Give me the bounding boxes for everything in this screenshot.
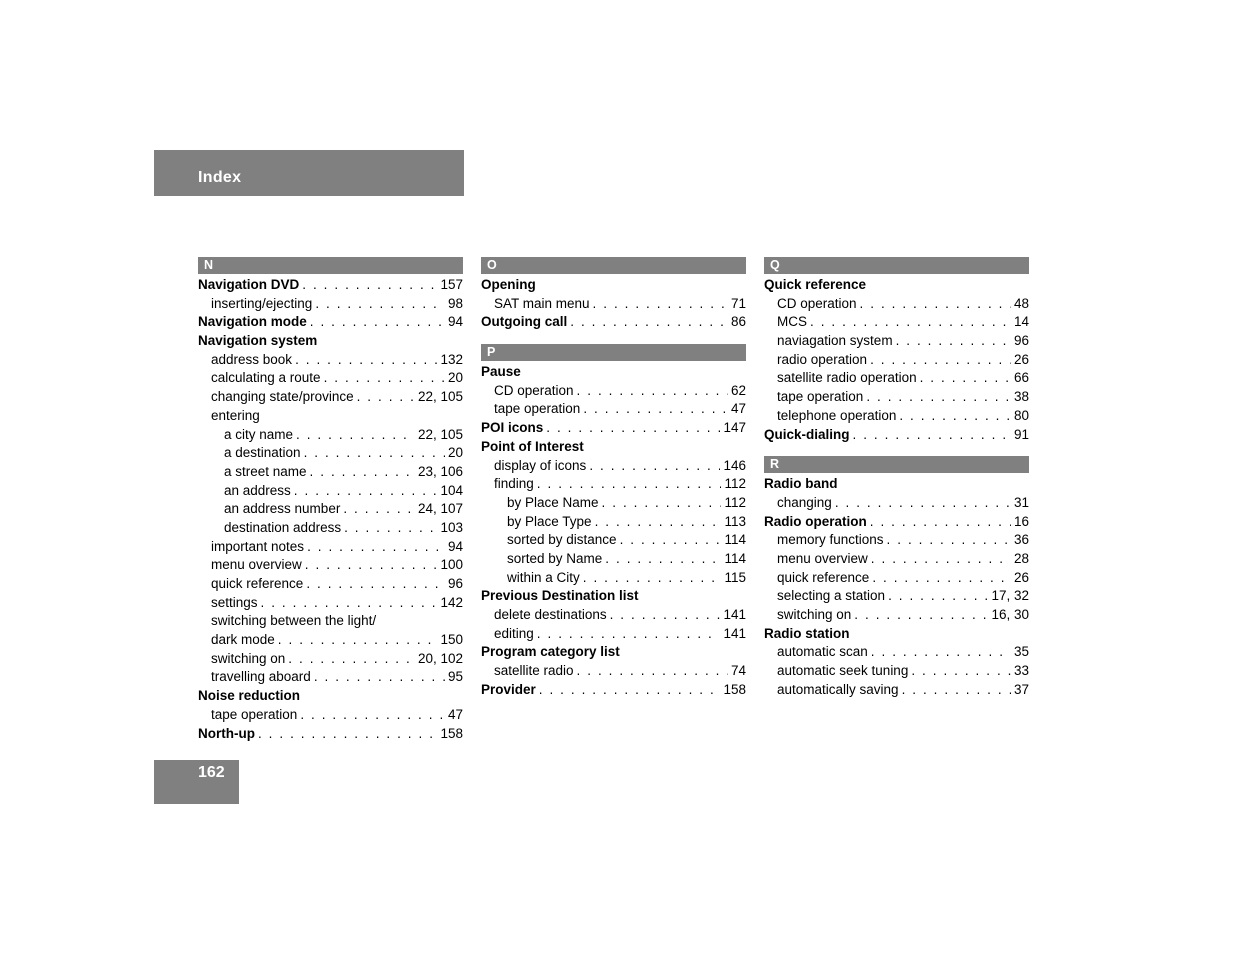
page-number-tab (154, 760, 239, 804)
dot-leader (902, 681, 1011, 700)
index-subentry (481, 625, 746, 644)
dot-leader (605, 550, 721, 569)
index-entry (481, 276, 746, 295)
entry-label: changing (777, 494, 832, 510)
entry-label: memory functions (777, 532, 884, 548)
entry-page-ref: 22, 105 (417, 389, 463, 405)
entry-label: quick reference (777, 569, 870, 585)
entry-label: Pause (481, 364, 521, 380)
entry-label: radio operation (777, 351, 868, 367)
index-column-3 (764, 257, 1029, 711)
dot-leader (305, 556, 438, 575)
entry-page-ref: 28 (1013, 550, 1029, 566)
entry-page-ref: 141 (723, 607, 746, 622)
entry-page-ref: 114 (724, 550, 746, 566)
entry-page-ref: 16, 30 (991, 607, 1029, 622)
entry-page-ref: 17, 32 (991, 588, 1029, 604)
index-entry (198, 332, 463, 351)
entry-page-ref: 158 (723, 681, 746, 697)
index-entry (481, 438, 746, 457)
entry-page-ref: 71 (730, 295, 746, 311)
index-entry (198, 687, 463, 706)
index-entry (764, 475, 1029, 494)
index-column-2 (481, 257, 746, 711)
dot-leader (537, 475, 722, 494)
entry-page-ref: 33 (1013, 663, 1029, 679)
entry-label: SAT main menu (494, 295, 590, 311)
entry-label: settings (211, 594, 258, 610)
entry-page-ref: 62 (730, 382, 746, 398)
entry-label: menu overview (777, 550, 868, 566)
index-section (198, 257, 463, 743)
dot-leader (278, 631, 438, 650)
entry-page-ref: 48 (1013, 295, 1029, 311)
dot-leader (589, 457, 720, 476)
dot-leader (296, 426, 415, 445)
index-section (481, 344, 746, 699)
index-subentry (198, 407, 463, 426)
entry-label: dark mode (211, 632, 275, 648)
index-subentry (198, 668, 463, 687)
index-subentry (764, 643, 1029, 662)
entry-page-ref: 104 (440, 482, 463, 498)
page-number: 162 (198, 764, 225, 781)
index-subentry (481, 400, 746, 419)
entry-page-ref: 20, 102 (417, 650, 463, 666)
entry-page-ref: 147 (723, 420, 746, 436)
index-subentry (198, 482, 463, 501)
entry-label: an address number (224, 501, 341, 517)
entry-page-ref: 141 (723, 625, 746, 641)
entry-page-ref: 96 (447, 576, 463, 591)
entry-label: destination address (224, 519, 342, 535)
index-subentry (198, 351, 463, 370)
index-subentry (198, 295, 463, 314)
entry-label: entering (211, 407, 260, 423)
entry-label: a street name (224, 463, 307, 479)
entry-label: Program category list (481, 644, 620, 660)
dot-leader (300, 706, 445, 725)
index-subentry (481, 606, 746, 625)
index-entry (198, 313, 463, 332)
entry-page-ref: 96 (1013, 333, 1029, 349)
dot-leader (810, 313, 1011, 332)
index-subentry (198, 706, 463, 725)
dot-leader (343, 500, 415, 519)
entry-label: delete destinations (494, 607, 607, 622)
entry-page-ref: 95 (447, 669, 463, 685)
dot-leader (261, 594, 438, 613)
dot-leader (871, 643, 1011, 662)
index-subentry (764, 369, 1029, 388)
index-entry (198, 725, 463, 744)
dot-leader (302, 276, 437, 295)
entry-label: Navigation system (198, 333, 318, 349)
entry-page-ref: 24, 107 (417, 501, 463, 517)
entry-label: finding (494, 476, 534, 492)
entry-label: inserting/ejecting (211, 295, 313, 311)
entry-label: Quick-dialing (764, 426, 850, 442)
entry-label: POI icons (481, 420, 544, 436)
entry-page-ref: 132 (440, 351, 463, 367)
entry-page-ref: 20 (447, 445, 463, 461)
dot-leader (896, 332, 1011, 351)
dot-leader (304, 444, 445, 463)
dot-leader (871, 550, 1011, 569)
index-section (764, 456, 1029, 699)
dot-leader (602, 494, 722, 513)
index-entry (481, 419, 746, 438)
entry-page-ref: 86 (730, 314, 746, 330)
dot-leader (577, 382, 728, 401)
index-entry (764, 426, 1029, 445)
entry-label: Radio station (764, 625, 850, 641)
section-letter-bar: N (198, 257, 463, 274)
index-section (764, 257, 1029, 444)
dot-leader (866, 388, 1011, 407)
index-entry (481, 587, 746, 606)
dot-leader (357, 388, 415, 407)
index-subentry (198, 369, 463, 388)
entry-label: calculating a route (211, 370, 321, 386)
entry-page-ref: 23, 106 (417, 463, 463, 479)
entry-label: automatically saving (777, 681, 899, 697)
entry-label: display of icons (494, 457, 587, 473)
entry-page-ref: 112 (724, 494, 746, 510)
index-subentry (764, 332, 1029, 351)
index-subentry (481, 382, 746, 401)
entry-label: Outgoing call (481, 314, 568, 330)
dot-leader (854, 606, 988, 625)
dot-leader (888, 587, 988, 606)
index-subentry (198, 612, 463, 631)
entry-label: MCS (777, 314, 807, 330)
entry-label: selecting a station (777, 588, 886, 604)
entry-page-ref: 22, 105 (417, 426, 463, 442)
entry-page-ref: 20 (447, 370, 463, 386)
index-subentry (764, 295, 1029, 314)
entry-label: switching on (211, 650, 286, 666)
dot-leader (307, 538, 445, 557)
dot-leader (860, 295, 1011, 314)
section-letter-bar: R (764, 456, 1029, 473)
index-entry (764, 513, 1029, 532)
index-subentry (481, 475, 746, 494)
dot-leader (314, 668, 445, 687)
entry-label: within a City (507, 569, 580, 585)
dot-leader (315, 295, 445, 314)
dot-leader (610, 606, 721, 625)
dot-leader (920, 369, 1011, 388)
entry-label: an address (224, 482, 291, 498)
entry-page-ref: 91 (1013, 426, 1029, 442)
entry-label: satellite radio (494, 663, 574, 679)
entry-page-ref: 74 (730, 663, 746, 679)
dot-leader (546, 419, 720, 438)
entry-label: a city name (224, 426, 294, 442)
dot-leader (288, 650, 415, 669)
index-subentry (481, 513, 746, 532)
entry-label: CD operation (494, 382, 574, 398)
entry-page-ref: 103 (440, 519, 463, 535)
dot-leader (595, 513, 722, 532)
entry-page-ref: 31 (1013, 494, 1029, 510)
index-subentry (764, 388, 1029, 407)
dot-leader (583, 400, 728, 419)
entry-label: editing (494, 625, 534, 641)
dot-leader (306, 575, 445, 594)
index-subentry (764, 681, 1029, 700)
dot-leader (853, 426, 1011, 445)
index-subentry (481, 550, 746, 569)
index-entry (764, 625, 1029, 644)
index-header-tab (154, 150, 464, 196)
dot-leader (570, 313, 728, 332)
index-subentry (764, 662, 1029, 681)
entry-page-ref: 26 (1013, 569, 1029, 585)
entry-label: travelling aboard (211, 669, 311, 685)
dot-leader (835, 494, 1011, 513)
index-subentry (198, 463, 463, 482)
index-subentry (198, 650, 463, 669)
entry-page-ref: 94 (447, 538, 463, 554)
index-subentry (764, 351, 1029, 370)
index-entry (481, 681, 746, 700)
entry-page-ref: 47 (730, 401, 746, 417)
index-subentry (481, 662, 746, 681)
dot-leader (593, 295, 728, 314)
entry-label: by Place Name (507, 494, 599, 510)
entry-label: quick reference (211, 576, 304, 591)
entry-page-ref: 113 (724, 513, 746, 529)
dot-leader (620, 531, 722, 550)
entry-label: Navigation DVD (198, 277, 300, 292)
entry-page-ref: 94 (447, 314, 463, 330)
entry-page-ref: 142 (440, 594, 463, 610)
entry-label: Noise reduction (198, 688, 301, 704)
entry-label: changing state/province (211, 389, 354, 405)
entry-label: North-up (198, 725, 255, 741)
entry-page-ref: 158 (440, 725, 463, 741)
index-entry (481, 313, 746, 332)
entry-page-ref: 150 (440, 632, 463, 648)
section-letter-bar: O (481, 257, 746, 274)
entry-label: automatic scan (777, 644, 868, 660)
index-subentry (198, 538, 463, 557)
index-subentry (481, 295, 746, 314)
index-subentry (764, 494, 1029, 513)
index-subentry (764, 569, 1029, 588)
dot-leader (294, 482, 438, 501)
entry-label: Previous Destination list (481, 588, 639, 604)
dot-leader (911, 662, 1011, 681)
index-subentry (764, 606, 1029, 625)
entry-label: switching between the light/ (211, 613, 377, 629)
index-subentry (764, 587, 1029, 606)
entry-page-ref: 38 (1013, 389, 1029, 405)
entry-label: CD operation (777, 295, 857, 311)
index-subentry (198, 556, 463, 575)
entry-label: switching on (777, 607, 852, 622)
page-title: Index (198, 169, 242, 186)
entry-page-ref: 16 (1013, 513, 1029, 529)
index-entry (481, 363, 746, 382)
entry-label: Point of Interest (481, 438, 584, 454)
dot-leader (295, 351, 437, 370)
index-subentry (198, 500, 463, 519)
entry-label: Radio operation (764, 513, 867, 529)
entry-label: satellite radio operation (777, 370, 917, 386)
dot-leader (583, 569, 722, 588)
index-subentry (198, 444, 463, 463)
entry-page-ref: 98 (447, 295, 463, 311)
entry-page-ref: 157 (440, 277, 463, 292)
dot-leader (310, 463, 415, 482)
entry-label: Navigation mode (198, 314, 307, 330)
index-subentry (764, 531, 1029, 550)
index-subentry (198, 575, 463, 594)
section-letter-bar: P (481, 344, 746, 361)
entry-label: telephone operation (777, 407, 897, 423)
entry-page-ref: 146 (723, 457, 746, 473)
dot-leader (899, 407, 1011, 426)
entry-label: by Place Type (507, 513, 592, 529)
section-letter-bar: Q (764, 257, 1029, 274)
entry-label: a destination (224, 445, 301, 461)
index-entry (764, 276, 1029, 295)
entry-label: sorted by distance (507, 532, 617, 548)
index-column-1 (198, 257, 463, 755)
entry-label: menu overview (211, 557, 302, 573)
index-entry (198, 276, 463, 295)
entry-page-ref: 80 (1013, 407, 1029, 423)
index-entry (481, 643, 746, 662)
entry-page-ref: 114 (724, 532, 746, 548)
dot-leader (870, 351, 1011, 370)
entry-label: naviagation system (777, 333, 893, 349)
dot-leader (872, 569, 1011, 588)
index-subentry (764, 313, 1029, 332)
entry-label: tape operation (494, 401, 581, 417)
entry-label: Opening (481, 277, 536, 292)
index-subentry (481, 494, 746, 513)
entry-label: automatic seek tuning (777, 663, 909, 679)
entry-page-ref: 115 (724, 569, 746, 585)
index-section (481, 257, 746, 332)
index-subentry (198, 594, 463, 613)
dot-leader (537, 625, 721, 644)
entry-page-ref: 36 (1013, 532, 1029, 548)
entry-page-ref: 66 (1013, 370, 1029, 386)
entry-page-ref: 100 (440, 557, 463, 573)
entry-page-ref: 26 (1013, 351, 1029, 367)
entry-page-ref: 112 (724, 476, 746, 492)
dot-leader (324, 369, 445, 388)
entry-label: address book (211, 351, 293, 367)
dot-leader (870, 513, 1011, 532)
dot-leader (344, 519, 437, 538)
index-subentry (198, 388, 463, 407)
entry-label: tape operation (777, 389, 864, 405)
entry-page-ref: 37 (1013, 681, 1029, 697)
dot-leader (310, 313, 445, 332)
dot-leader (258, 725, 437, 744)
index-subentry (481, 569, 746, 588)
entry-label: important notes (211, 538, 305, 554)
index-subentry (764, 407, 1029, 426)
index-subentry (198, 426, 463, 445)
dot-leader (577, 662, 728, 681)
index-subentry (198, 519, 463, 538)
index-subentry (481, 457, 746, 476)
index-subentry (198, 631, 463, 650)
entry-label: Radio band (764, 476, 838, 492)
index-subentry (481, 531, 746, 550)
entry-label: Quick reference (764, 277, 867, 292)
entry-label: sorted by Name (507, 550, 603, 566)
entry-label: tape operation (211, 706, 298, 722)
index-subentry (764, 550, 1029, 569)
dot-leader (887, 531, 1011, 550)
entry-label: Provider (481, 681, 536, 697)
entry-page-ref: 14 (1013, 314, 1029, 330)
entry-page-ref: 35 (1013, 644, 1029, 660)
entry-page-ref: 47 (447, 706, 463, 722)
dot-leader (539, 681, 721, 700)
